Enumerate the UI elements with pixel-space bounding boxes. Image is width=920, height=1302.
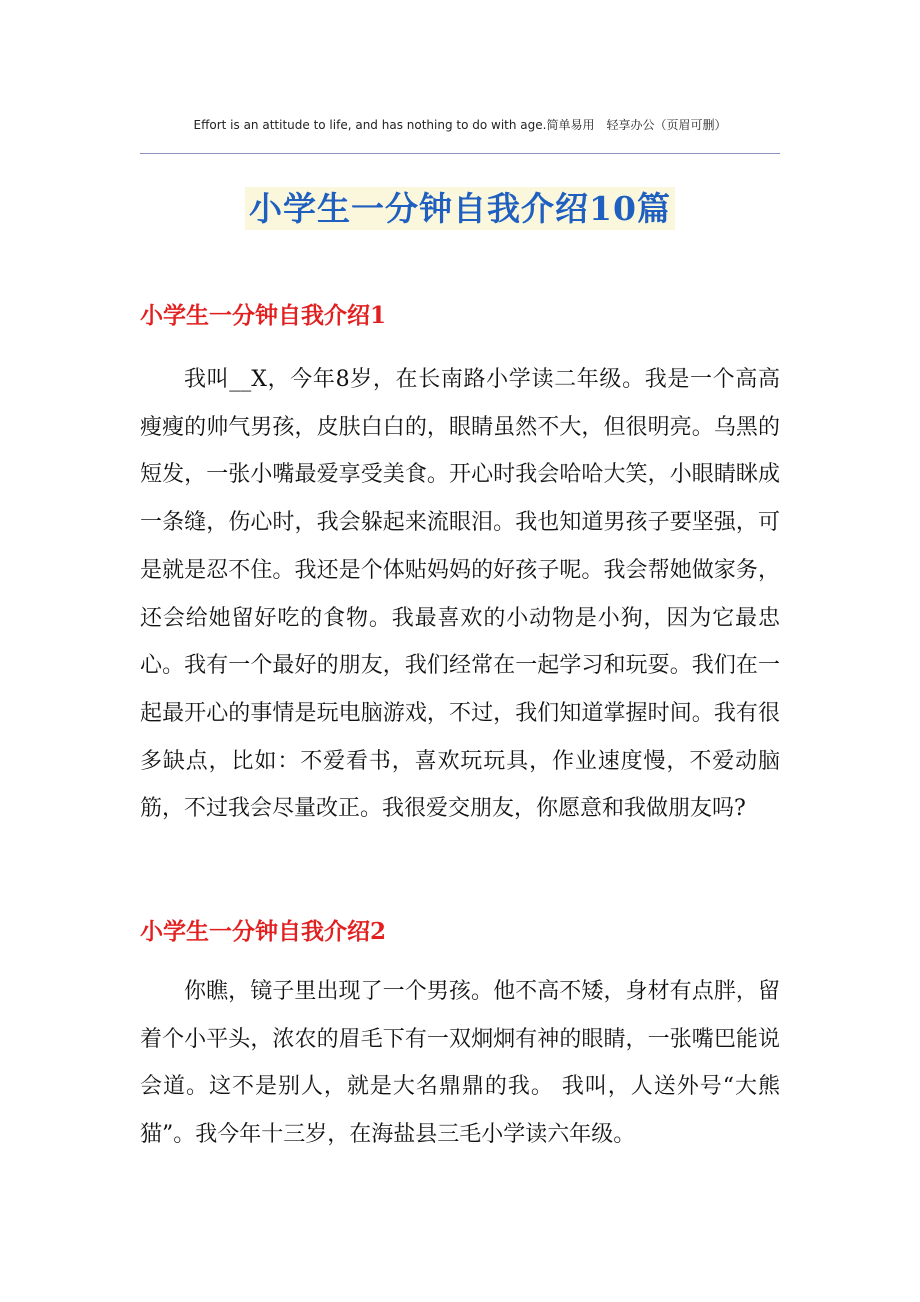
section-body-2: 你瞧，镜子里出现了一个男孩。他不高不矮，身材有点胖，留着个小平头，浓农的眉毛下有一双炯炯有神的眼睛，一张嘴巴能说会道。这不是别人，就是大名鼎鼎的我。 我叫，人送外号“大熊猫”。我今年十三岁，在海盐县三毛小学读六年级。 xyxy=(140,979,780,1148)
section-heading-2: 小学生一分钟自我介绍2 xyxy=(140,918,387,945)
section-heading-1: 小学生一分钟自我介绍1 xyxy=(140,302,387,329)
document-title: 小学生一分钟自我介绍10篇 xyxy=(245,187,675,230)
section-body-1: 我叫__X，今年8岁，在长南路小学读二年级。我是一个高高瘦瘦的帅气男孩，皮肤白白的，眼睛虽然不大，但很明亮。乌黑的短发，一张小嘴最爱享受美食。开心时我会哈哈大笑，小眼睛眯成一条缝，伤心时，我会躲起来流眼泪。我也知道男孩子要坚强，可是就是忍不住。我还是个体贴妈妈的好孩子呢。我会帮她做家务，还会给她留好吃的食物。我最喜欢的小动物是小狗，因为它最忠心。我有一个最好的朋友，我们经常在一起学习和玩耍。我们在一起最开心的事情是玩电脑游戏，不过，我们知道掌握时间。我有很多缺点，比如：不爱看书，喜欢玩玩具，作业速度慢，不爱动脑筋，不过我会尽量改正。我很爱交朋友，你愿意和我做朋友吗? xyxy=(140,367,780,822)
document-title-block xyxy=(0,183,920,230)
header-divider xyxy=(140,153,780,154)
page-header-text: Effort is an attitude to life, and has nothing to do with age.简单易用 轻享办公（页眉可删） xyxy=(193,118,727,132)
